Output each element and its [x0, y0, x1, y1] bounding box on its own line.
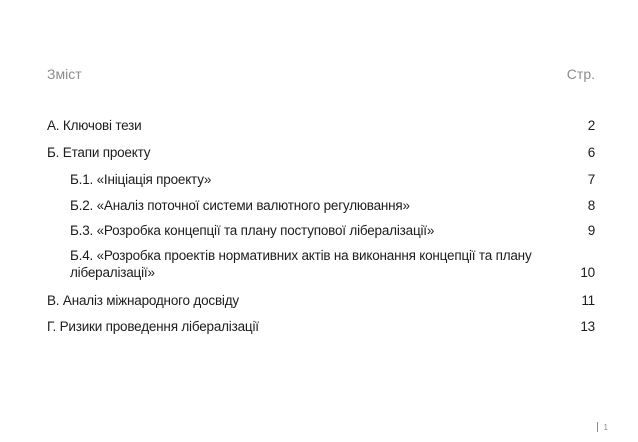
toc-title: Зміст — [47, 66, 82, 82]
toc-entry-label: Б.2. «Аналіз поточної системи валютного регулювання» — [70, 198, 410, 213]
toc-entry-label: Б.1. «Ініціація проекту» — [70, 172, 212, 187]
toc-entry-label: Г. Ризики проведення лібералізації — [47, 319, 259, 334]
toc-entry-label: Б. Етапи проекту — [47, 145, 151, 160]
toc-entry-page: 9 — [587, 223, 595, 238]
footer-divider — [597, 422, 598, 432]
toc-entry-page: 13 — [580, 319, 595, 334]
toc-entry-b3[interactable] — [70, 222, 595, 239]
toc-entry-label: Б.3. «Розробка концепції та плану поступової лібералізації» — [70, 223, 435, 238]
toc-entry-page: 2 — [587, 118, 595, 133]
toc-entry-b2[interactable] — [70, 197, 595, 214]
toc-entry-page: 8 — [587, 198, 595, 213]
page-footer — [597, 422, 608, 432]
page-number: 1 — [603, 422, 608, 432]
toc-entry-label: А. Ключові тези — [47, 118, 142, 133]
toc-entry-b4[interactable] — [70, 247, 595, 281]
toc-entry-page: 7 — [587, 172, 595, 187]
page-column-label: Стр. — [566, 66, 595, 82]
toc-entry-page: 10 — [580, 265, 595, 280]
toc-entry-page: 11 — [581, 293, 595, 308]
toc-entry-g[interactable] — [47, 318, 595, 335]
toc-header — [47, 64, 595, 84]
toc-entry-b1[interactable] — [70, 171, 595, 188]
toc-entry-v[interactable] — [47, 292, 595, 309]
toc-entry-page: 6 — [587, 145, 595, 160]
toc-entry-label: В. Аналіз міжнародного досвіду — [47, 293, 239, 308]
toc-entry-a[interactable] — [47, 117, 595, 134]
toc-entry-label: Б.4. «Розробка проектів нормативних актів на виконання концепції та плану лібералізації» — [70, 248, 532, 280]
toc-entry-b[interactable] — [47, 144, 595, 161]
